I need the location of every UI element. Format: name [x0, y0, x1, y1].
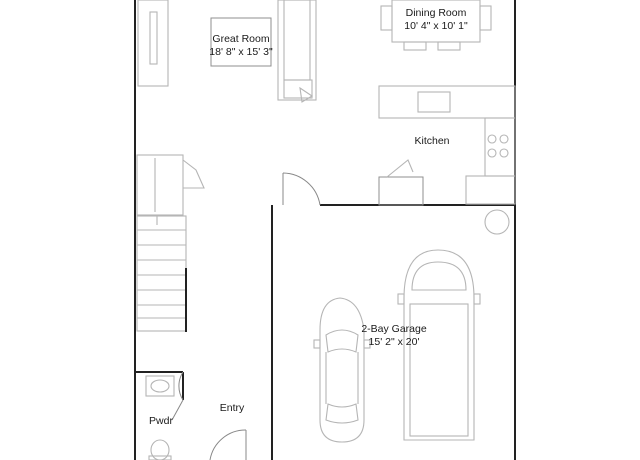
room-labels	[149, 7, 468, 427]
entry-name: Entry	[219, 402, 245, 414]
garage-name: 2-Bay Garage	[361, 323, 427, 335]
kitchen-name: Kitchen	[414, 135, 450, 147]
powder-name: Pwdr	[149, 415, 173, 427]
sedan-outline	[314, 298, 370, 442]
great-room-name: Great Room	[212, 33, 270, 45]
great-room-dims: 18' 8" x 15' 3"	[209, 46, 273, 58]
doors	[172, 173, 320, 460]
garage-dims: 15' 2" x 20'	[368, 336, 420, 348]
kitchen-counters	[379, 86, 515, 234]
staircase	[137, 155, 204, 332]
walls	[135, 0, 515, 460]
dining-room-name: Dining Room	[405, 7, 467, 19]
dining-room-dims: 10' 4" x 10' 1"	[404, 20, 468, 32]
